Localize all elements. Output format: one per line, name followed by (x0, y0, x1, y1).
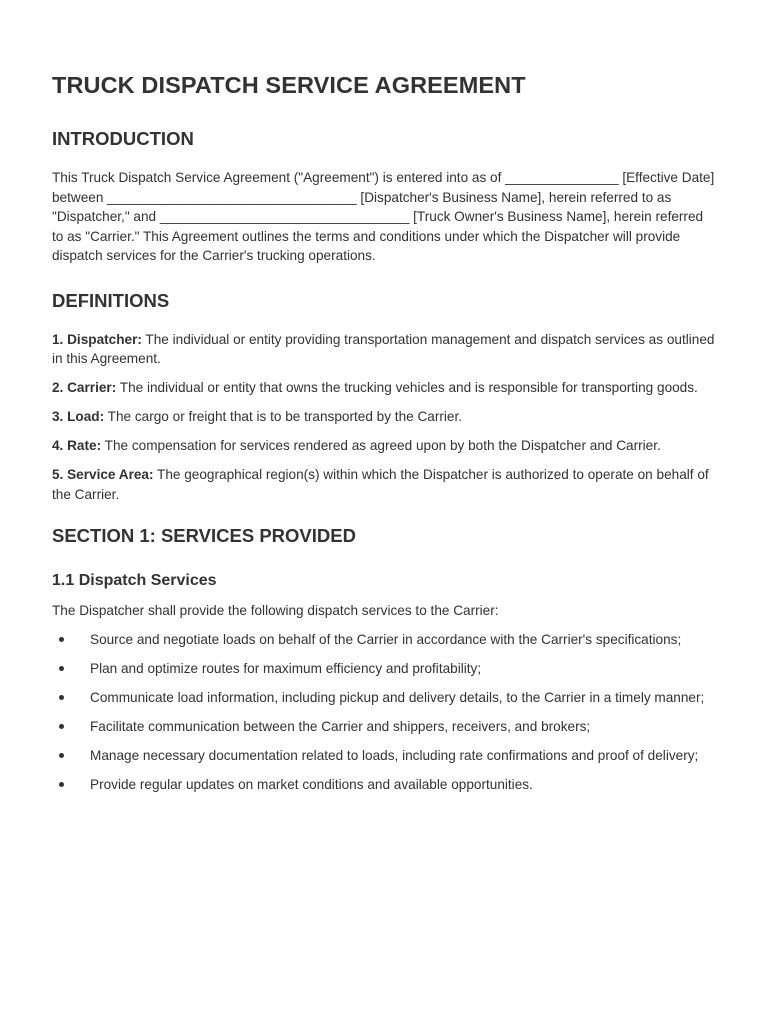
definition-term: 2. Carrier: (52, 380, 117, 395)
introduction-heading: INTRODUCTION (52, 128, 194, 149)
definition-text: The individual or entity providing transportation management and dispatch services as outlined in this Agreement. (52, 331, 715, 366)
definition-term: 4. Rate: (52, 438, 102, 453)
definition-text: The cargo or freight that is to be transported by the Carrier. (104, 409, 463, 424)
list-item-text: Facilitate communication between the Carrier and shippers, receivers, and brokers; (90, 718, 591, 734)
list-item-text: Plan and optimize routes for maximum efficiency and profitability; (90, 660, 482, 676)
list-item-text: Manage necessary documentation related to loads, including rate confirmations and proof of delivery; (90, 747, 699, 763)
services-list (52, 630, 718, 795)
bullet-icon (59, 666, 64, 671)
bullet-icon (59, 724, 64, 729)
definition-item (52, 378, 718, 398)
definition-item (52, 436, 718, 456)
definition-text: The geographical region(s) within which the Dispatcher is authorized to operate on behalf of the Carrier. (52, 467, 709, 502)
definition-term: 3. Load: (52, 409, 105, 424)
list-item-text: Provide regular updates on market conditions and available opportunities. (90, 776, 533, 792)
list-item (52, 688, 718, 708)
list-item (52, 659, 718, 679)
definition-item (52, 465, 718, 504)
bullet-icon (59, 753, 64, 758)
list-item (52, 746, 718, 766)
services-lead-text: The Dispatcher shall provide the following dispatch services to the Carrier: (52, 603, 499, 618)
definition-text: The individual or entity that owns the trucking vehicles and is responsible for transporting goods. (116, 380, 698, 395)
section-1-heading: SECTION 1: SERVICES PROVIDED (52, 525, 356, 546)
definition-term: 5. Service Area: (52, 467, 154, 482)
bullet-icon (59, 695, 64, 700)
definition-term: 1. Dispatcher: (52, 331, 142, 347)
list-item-text: Source and negotiate loads on behalf of the Carrier in accordance with the Carrier's specifications; (90, 631, 682, 647)
definition-item (52, 407, 718, 427)
list-item-text: Communicate load information, including pickup and delivery details, to the Carrier in a timely manner; (90, 689, 705, 705)
list-item (52, 717, 718, 737)
bullet-icon (59, 637, 64, 642)
definitions-list (52, 330, 718, 505)
list-item (52, 775, 718, 795)
definition-item (52, 330, 718, 369)
definition-text: The compensation for services rendered as agreed upon by both the Dispatcher and Carrier. (101, 438, 661, 453)
list-item (52, 630, 718, 650)
subsection-heading: 1.1 Dispatch Services (52, 572, 217, 589)
definitions-heading: DEFINITIONS (52, 289, 170, 311)
introduction-text: This Truck Dispatch Service Agreement ("Agreement") is entered into as of _______________ [Effective Date] between _________________________________ [Dispatcher's Business Name], herein referred to as "Dispatcher," and _________________________________ [Truck Owner's Business Name], herein referred to as "Carrier." This Agreement outlines the terms and conditions under which the Dispatcher will provide dispatch services for the Carrier's trucking operations. (52, 170, 715, 263)
bullet-icon (59, 782, 64, 787)
document-title: TRUCK DISPATCH SERVICE AGREEMENT (52, 72, 526, 98)
